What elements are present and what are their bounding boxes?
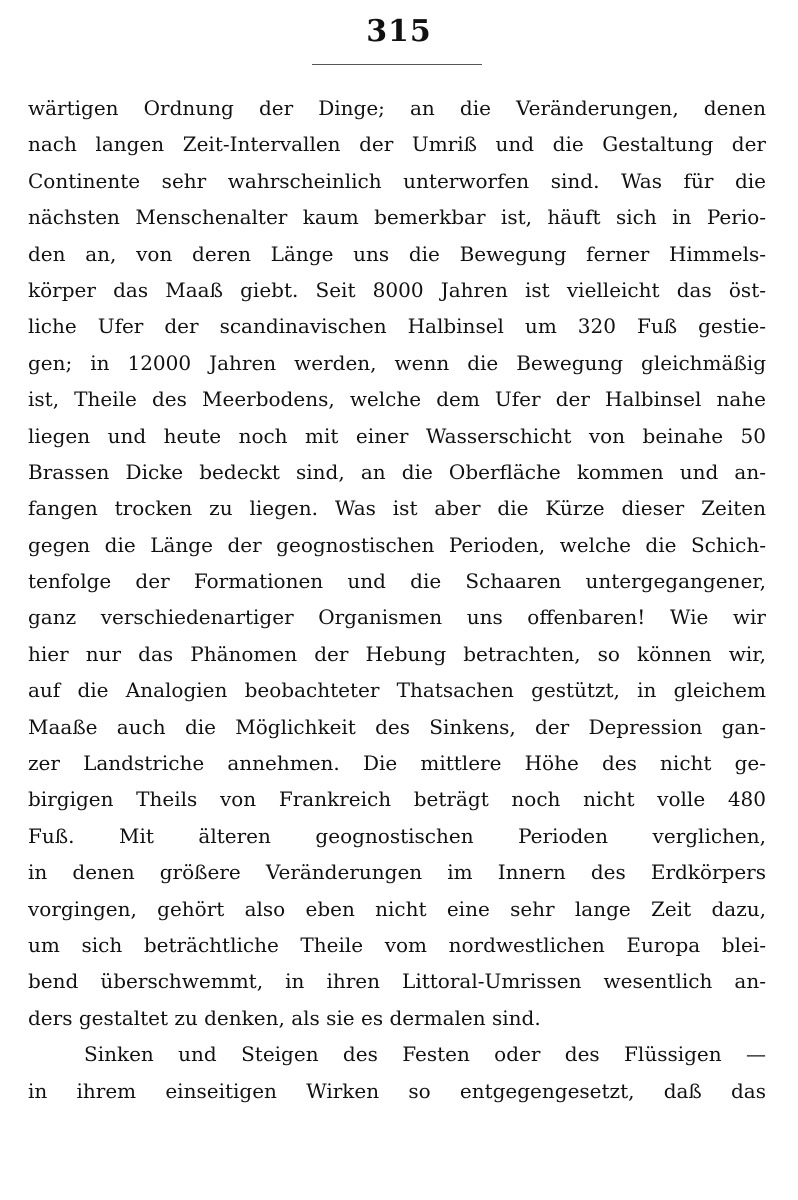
text-line: Brassen Dicke bedeckt sind, an die Oberfläche kommen und an-: [28, 459, 766, 484]
paragraph-end-line: ders gestaltet zu denken, als sie es dermalen sind.: [28, 1005, 541, 1030]
text-line: gegen die Länge der geognostischen Perioden, welche die Schich-: [28, 532, 766, 557]
text-line: hier nur das Phänomen der Hebung betrachten, so können wir,: [28, 641, 766, 666]
text-line: fangen trocken zu liegen. Was ist aber die Kürze dieser Zeiten: [28, 496, 766, 521]
body-text: [28, 90, 766, 1109]
text-line: tenfolge der Formationen und die Schaaren untergegangener,: [28, 569, 766, 594]
text-line: um sich beträchtliche Theile vom nordwestlichen Europa blei-: [28, 932, 766, 957]
text-line: vorgingen, gehört also eben nicht eine sehr lange Zeit dazu,: [28, 896, 766, 921]
text-line: körper das Maaß giebt. Seit 8000 Jahren ist vielleicht das öst-: [28, 277, 766, 302]
text-line: wärtigen Ordnung der Dinge; an die Veränderungen, denen: [28, 96, 766, 120]
text-line: in denen größere Veränderungen im Innern des Erdkörpers: [28, 860, 766, 885]
text-line: den an, von deren Länge uns die Bewegung ferner Himmels-: [28, 241, 766, 266]
text-line: liche Ufer der scandinavischen Halbinsel um 320 Fuß gestie-: [28, 314, 766, 339]
text-line: Continente sehr wahrscheinlich unterworfen sind. Was für die: [28, 168, 766, 193]
header-rule: [312, 64, 482, 65]
text-line: ganz verschiedenartiger Organismen uns offenbaren! Wie wir: [28, 605, 766, 630]
text-line: in ihrem einseitigen Wirken so entgegengesetzt, daß das: [28, 1078, 766, 1103]
text-line: Maaße auch die Möglichkeit des Sinkens, der Depression gan-: [28, 714, 766, 739]
text-line: Fuß. Mit älteren geognostischen Perioden verglichen,: [28, 823, 766, 848]
text-line: bend überschwemmt, in ihren Littoral-Umrissen wesentlich an-: [28, 969, 766, 994]
text-line: auf die Analogien beobachteter Thatsachen gestützt, in gleichem: [28, 678, 766, 703]
text-line: nach langen Zeit-Intervallen der Umriß und die Gestaltung der: [28, 132, 766, 157]
text-line: zer Landstriche annehmen. Die mittlere Höhe des nicht ge-: [28, 751, 766, 776]
text-line: ist, Theile des Meerbodens, welche dem Ufer der Halbinsel nahe: [28, 387, 766, 412]
text-line: liegen und heute noch mit einer Wasserschicht von beinahe 50: [28, 423, 766, 448]
paragraph-start-line: Sinken und Steigen des Festen oder des Flüssigen —: [84, 1042, 766, 1067]
text-line: nächsten Menschenalter kaum bemerkbar ist, häuft sich in Perio-: [28, 205, 766, 230]
text-line: birgigen Theils von Frankreich beträgt noch nicht volle 480: [28, 787, 766, 812]
page-number: 315: [366, 14, 432, 49]
text-line: gen; in 12000 Jahren werden, wenn die Bewegung gleichmäßig: [28, 350, 766, 375]
